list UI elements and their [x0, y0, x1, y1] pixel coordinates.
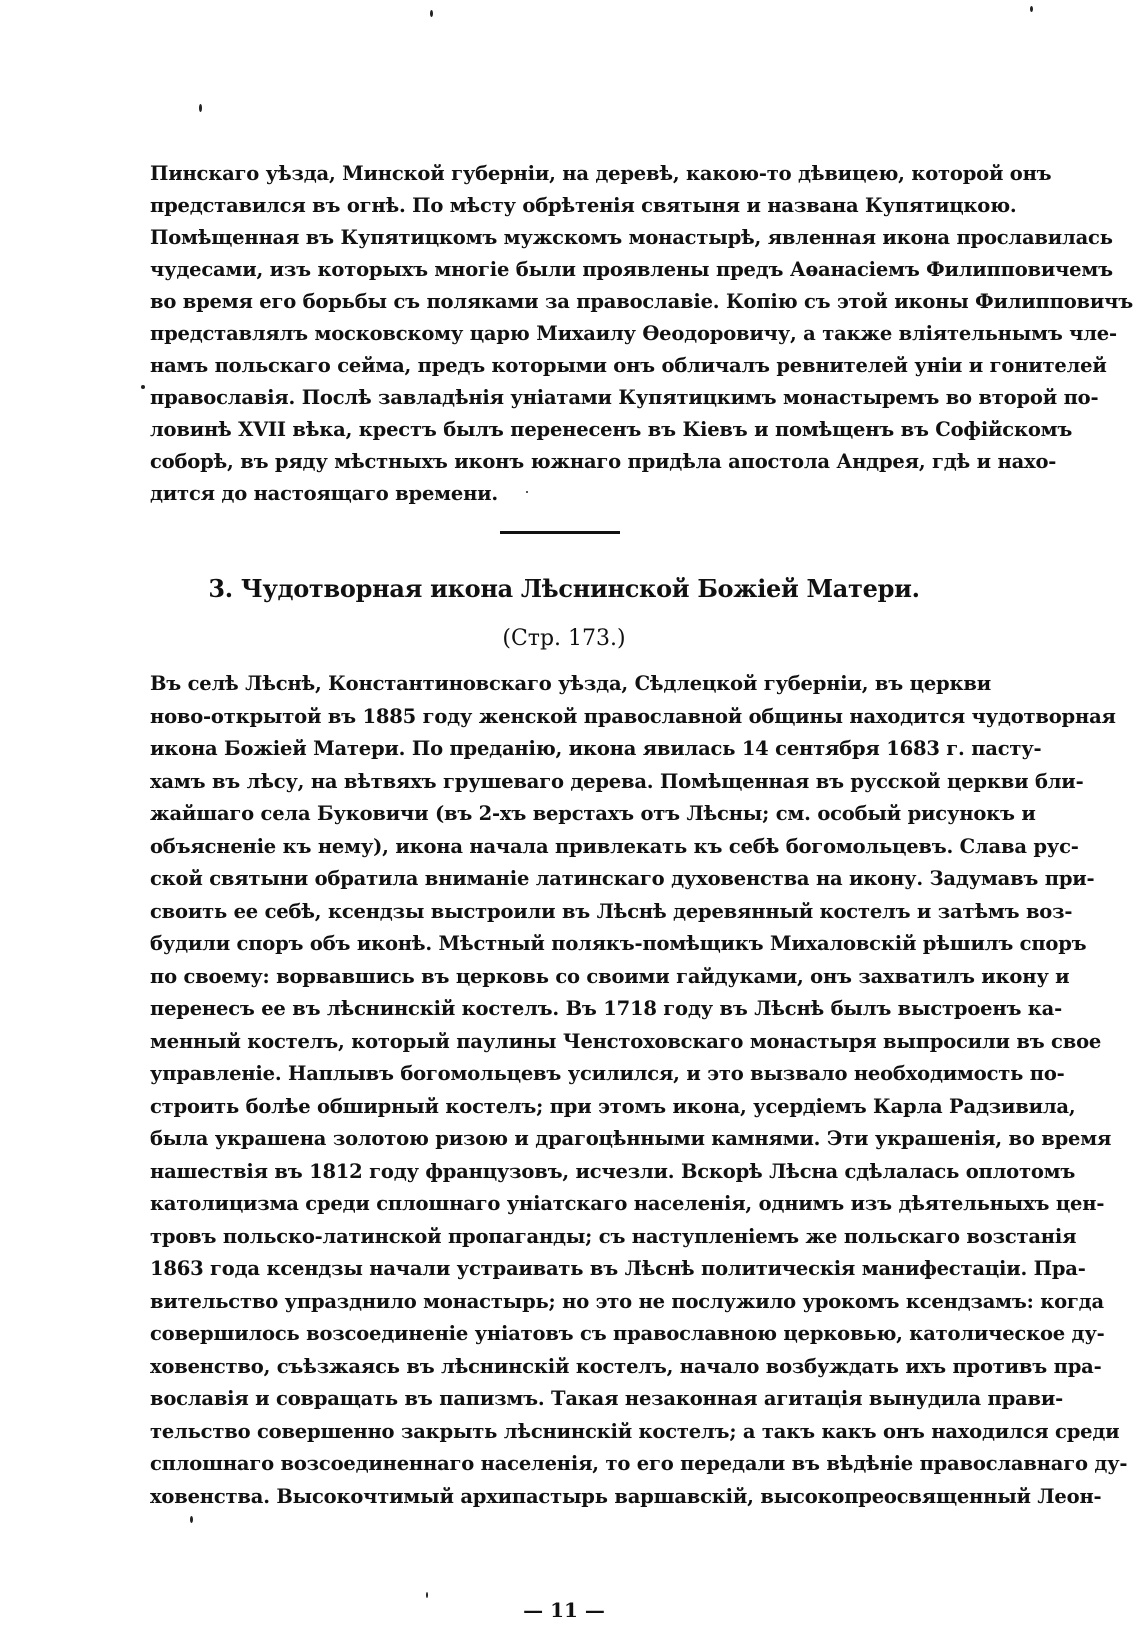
scan-speck — [199, 104, 202, 112]
text-line: была украшена золотою ризою и драгоцѣнными камнями. Эти украшенія, во время — [150, 1127, 1112, 1150]
text-line: Пинскаго уѣзда, Минской губерніи, на деревѣ, какою-то дѣвицею, которой онъ — [150, 162, 1052, 185]
scan-speck — [190, 1516, 193, 1523]
text-line: дится до настоящаго времени. — [150, 482, 499, 505]
text-line: совершилось возсоединеніе уніатовъ съ православною церковью, католическое ду- — [150, 1322, 1105, 1345]
text-line: представлялъ московскому царю Михаилу Ѳеодоровичу, а также вліятельнымъ чле- — [150, 322, 1117, 345]
scan-speck — [526, 491, 528, 493]
text-line: жайшаго села Буковичи (въ 2-хъ верстахъ отъ Лѣсны; см. особый рисунокъ и — [150, 802, 1036, 825]
text-line: ховенства. Высокочтимый архипастырь варшавскій, высокопреосвященный Леон- — [150, 1484, 1102, 1508]
text-line: католицизма среди сплошнаго уніатскаго населенія, однимъ изъ дѣятельныхъ цен- — [150, 1192, 1105, 1215]
text-line: нашествія въ 1812 году французовъ, исчезли. Вскорѣ Лѣсна сдѣлалась оплотомъ — [150, 1159, 1076, 1183]
text-line: будили споръ объ иконѣ. Мѣстный полякъ-помѣщикъ Михаловскій рѣшилъ споръ — [150, 932, 1087, 955]
scan-speck — [1030, 6, 1033, 12]
text-line: сплошнаго возсоединеннаго населенія, то его передали въ вѣдѣніе православнаго ду- — [150, 1452, 1128, 1475]
text-line: строить болѣе обширный костелъ; при этомъ икона, усердіемъ Карла Радзивила, — [150, 1094, 1076, 1118]
text-line: во время его борьбы съ поляками за православіе. Копію съ этой иконы Филипповичъ — [150, 290, 1133, 313]
text-line: ховенство, съѣзжаясь въ лѣснинскій костелъ, начало возбуждать ихъ противъ пра- — [150, 1354, 1102, 1378]
scan-speck — [141, 385, 145, 389]
text-line: вительство упразднило монастырь; но это не послужило урокомъ ксендзамъ: когда — [150, 1289, 1104, 1313]
text-line: православія. Послѣ завладѣнія уніатами Купятицкимъ монастыремъ во второй по- — [150, 386, 1099, 409]
scan-speck — [426, 1592, 428, 1598]
text-line: менный костелъ, который паулины Ченстоховскаго монастыря выпросили въ свое — [150, 1029, 1102, 1053]
text-line: тельство совершенно закрыть лѣснинскій костелъ; а такъ какъ онъ находился среди — [150, 1419, 1120, 1443]
text-line: управленіе. Наплывъ богомольцевъ усилился, и это вызвало необходимость по- — [150, 1062, 1065, 1085]
text-line: перенесъ ее въ лѣснинскій костелъ. Въ 1718 году въ Лѣснѣ былъ выстроенъ ка- — [150, 997, 1063, 1020]
text-line: соборѣ, въ ряду мѣстныхъ иконъ южнаго придѣла апостола Андрея, гдѣ и нахо- — [150, 450, 1057, 473]
text-line: по своему: ворвавшись въ церковь со своими гайдуками, онъ захватилъ икону и — [150, 964, 1070, 988]
text-line: Помѣщенная въ Купятицкомъ мужскомъ монастырѣ, явленная икона прославилась — [150, 226, 1113, 249]
text-line: Въ селѣ Лѣснѣ, Константиновскаго уѣзда, Сѣдлецкой губерніи, въ церкви — [150, 672, 991, 695]
section-body-paragraph — [150, 668, 1128, 1513]
text-line: представился въ огнѣ. По мѣсту обрѣтенія святыня и названа Купятицкою. — [150, 194, 1017, 217]
text-line: объясненіе къ нему), икона начала привлекать къ себѣ богомольцевъ. Слава рус- — [150, 834, 1079, 858]
text-line: тровъ польско-латинской пропаганды; съ наступленіемъ же польскаго возстанія — [150, 1224, 1077, 1248]
text-line: 1863 года ксендзы начали устраивать въ Лѣснѣ политическія манифестаціи. Пра- — [150, 1257, 1086, 1280]
scan-speck — [430, 10, 433, 17]
text-line: икона Божіей Матери. По преданію, икона явилась 14 сентября 1683 г. пасту- — [150, 737, 1042, 760]
text-line: вославія и совращать въ папизмъ. Такая незаконная агитація вынудила прави- — [150, 1387, 1064, 1410]
section-divider-rule — [500, 531, 620, 534]
text-line: ловинѣ XVII вѣка, крестъ былъ перенесенъ въ Кіевъ и помѣщенъ въ Софійскомъ — [150, 418, 1073, 441]
text-line: намъ польскаго сейма, предъ которыми онъ обличалъ ревнителей уніи и гонителей — [150, 354, 1107, 377]
text-line: чудесами, изъ которыхъ многіе были проявлены предъ Аѳанасіемъ Филипповичемъ — [150, 258, 1113, 281]
text-line: своить ее себѣ, ксендзы выстроили въ Лѣснѣ деревянный костелъ и затѣмъ воз- — [150, 899, 1073, 923]
continued-paragraph — [150, 158, 1133, 510]
text-line: ново-открытой въ 1885 году женской православной общины находится чудотворная — [150, 704, 1116, 728]
text-line: ской святыни обратила вниманіе латинскаго духовенства на икону. Задумавъ при- — [150, 867, 1095, 890]
text-line: хамъ въ лѣсу, на вѣтвяхъ грушеваго дерева. Помѣщенная въ русской церкви бли- — [150, 769, 1084, 793]
section-heading: 3. Чудотворная икона Лѣснинской Божіей Матери. — [208, 574, 920, 603]
page-reference: (Стр. 173.) — [502, 626, 626, 651]
page-number: — 11 — — [523, 1598, 605, 1622]
